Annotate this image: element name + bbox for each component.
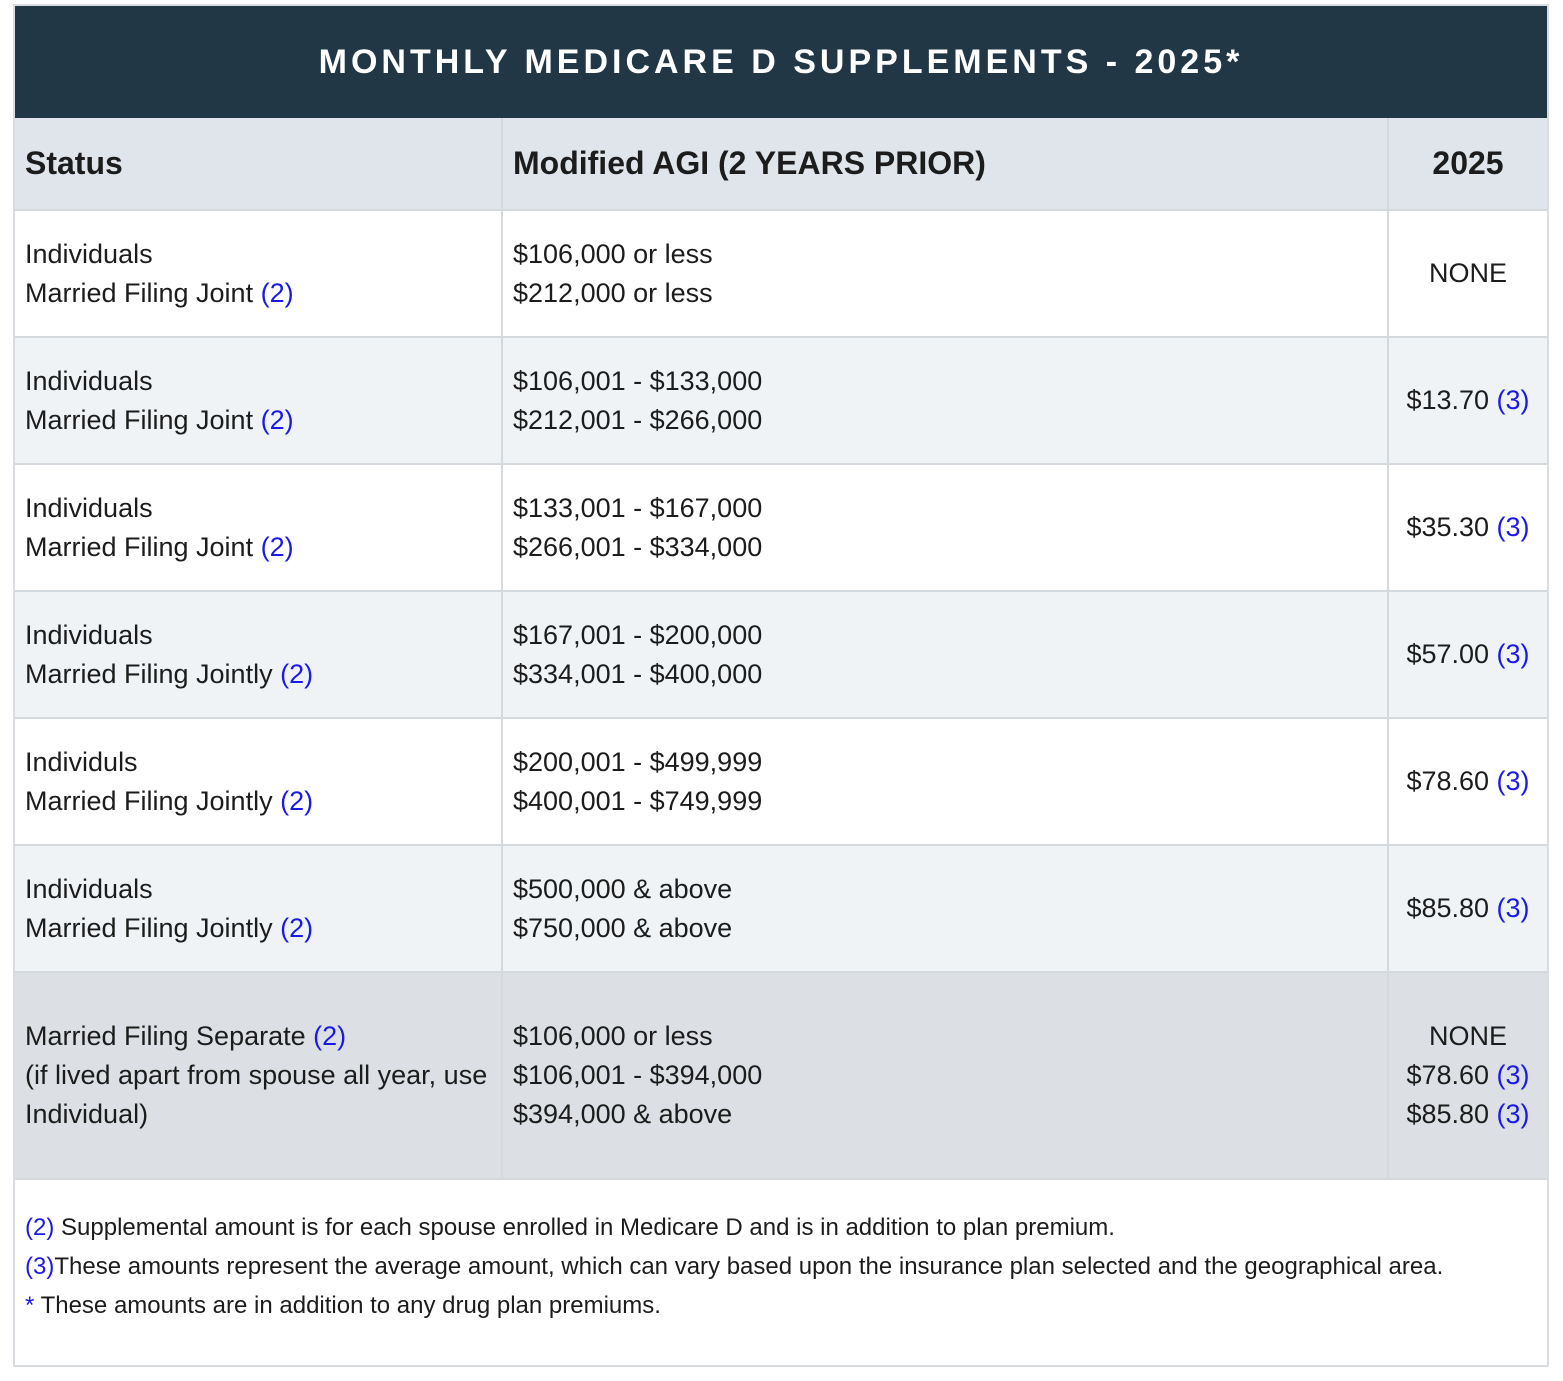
agi-line: $750,000 & above: [513, 912, 733, 943]
footnote-ref: (2): [280, 785, 314, 816]
status-cell: [15, 337, 502, 464]
amount-value: NONE: [1428, 258, 1507, 288]
status-line: Individuals: [25, 873, 153, 904]
status-cell: [15, 718, 502, 845]
footnote-marker: *: [25, 1292, 35, 1319]
status-line: Married Filing Jointly: [25, 785, 273, 816]
status-line: (if lived apart from spouse all year, use: [25, 1060, 488, 1090]
agi-line: $394,000 & above: [513, 1099, 733, 1129]
footnote-ref: (3): [1496, 512, 1530, 542]
footnote-ref: (3): [1496, 385, 1530, 415]
agi-line: $106,000 or less: [513, 238, 713, 269]
agi-line: $334,001 - $400,000: [513, 658, 763, 689]
amount-cell: [1388, 972, 1547, 1179]
agi-cell: [502, 718, 1388, 845]
amount-value: $13.70: [1406, 385, 1490, 415]
amount-value: $78.60: [1406, 766, 1490, 796]
agi-line: $106,001 - $394,000: [513, 1060, 763, 1090]
footnote-ref: (2): [260, 531, 294, 562]
amount-value: $85.80: [1406, 1099, 1490, 1129]
amount-cell: [1388, 845, 1547, 972]
footnote-marker: (3): [25, 1253, 55, 1280]
agi-line: $266,001 - $334,000: [513, 531, 763, 562]
table-row: [15, 337, 1547, 464]
status-line: Married Filing Separate: [25, 1021, 306, 1051]
table-row: [15, 210, 1547, 337]
status-cell: [15, 210, 502, 337]
table-title: MONTHLY MEDICARE D SUPPLEMENTS - 2025*: [15, 6, 1547, 118]
footnote-ref: (2): [260, 277, 294, 308]
amount-value: NONE: [1428, 1021, 1507, 1051]
agi-line: $212,000 or less: [513, 277, 713, 308]
status-line: Married Filing Jointly: [25, 912, 273, 943]
status-line: Married Filing Joint: [25, 404, 254, 435]
status-line: Married Filing Joint: [25, 277, 254, 308]
status-cell: [15, 845, 502, 972]
amount-cell: [1388, 591, 1547, 718]
footnote-ref: (3): [1496, 766, 1530, 796]
footnote-text: These amounts are in addition to any drug plan premiums.: [34, 1292, 661, 1319]
status-line: Individuls: [25, 746, 138, 777]
agi-line: $106,001 - $133,000: [513, 365, 763, 396]
status-cell: [15, 464, 502, 591]
footnotes: [15, 1178, 1547, 1325]
status-cell: [15, 591, 502, 718]
amount-cell: [1388, 210, 1547, 337]
table-row-married-separate: [15, 972, 1547, 1179]
agi-line: $500,000 & above: [513, 873, 733, 904]
status-line: Married Filing Joint: [25, 531, 254, 562]
agi-line: $133,001 - $167,000: [513, 492, 763, 523]
agi-header: Modified AGI (2 YEARS PRIOR): [502, 118, 1388, 210]
agi-cell: [502, 210, 1388, 337]
footnote-ref: (3): [1496, 639, 1530, 669]
header-row: [15, 118, 1547, 210]
amount-cell: [1388, 337, 1547, 464]
footnote-marker: (2): [25, 1214, 55, 1241]
footnote-item: [25, 1247, 1537, 1286]
table-row: [15, 591, 1547, 718]
medicare-table-card: [13, 4, 1549, 1367]
amount-value: $85.80: [1406, 893, 1490, 923]
status-line: Individuals: [25, 492, 153, 523]
status-line: Individuals: [25, 365, 153, 396]
amount-cell: [1388, 464, 1547, 591]
footnote-ref: (2): [280, 658, 314, 689]
footnote-ref: (3): [1496, 1060, 1530, 1090]
footnote-ref: (2): [280, 912, 314, 943]
footnote-ref: (3): [1496, 1099, 1530, 1129]
agi-cell: [502, 337, 1388, 464]
footnote-ref: (2): [260, 404, 294, 435]
agi-line: $200,001 - $499,999: [513, 746, 763, 777]
amount-cell: [1388, 718, 1547, 845]
status-line: Individuals: [25, 238, 153, 269]
agi-line: $400,001 - $749,999: [513, 785, 763, 816]
amount-value: $78.60: [1406, 1060, 1490, 1090]
agi-cell: [502, 845, 1388, 972]
status-header: Status: [15, 118, 502, 210]
table-row: [15, 464, 1547, 591]
amount-value: $57.00: [1406, 639, 1490, 669]
footnote-ref: (2): [313, 1021, 347, 1051]
table-row: [15, 845, 1547, 972]
agi-cell: [502, 591, 1388, 718]
footnote-item: [25, 1286, 1537, 1325]
amount-value: $35.30: [1406, 512, 1490, 542]
agi-line: $106,000 or less: [513, 1021, 713, 1051]
footnote-text: Supplemental amount is for each spouse enrolled in Medicare D and is in addition to plan premium.: [54, 1214, 1115, 1241]
agi-cell: [502, 972, 1388, 1179]
status-line: Individuals: [25, 619, 153, 650]
status-cell: [15, 972, 502, 1179]
footnote-ref: (3): [1496, 893, 1530, 923]
agi-line: $167,001 - $200,000: [513, 619, 763, 650]
supplements-table: [15, 118, 1547, 1180]
agi-line: $212,001 - $266,000: [513, 404, 763, 435]
table-row: [15, 718, 1547, 845]
footnote-text: These amounts represent the average amount, which can vary based upon the insurance plan selected and the geographical area.: [54, 1253, 1444, 1280]
status-line: Married Filing Jointly: [25, 658, 273, 689]
status-line: Individual): [25, 1099, 149, 1129]
year-header: 2025: [1388, 118, 1547, 210]
footnote-item: [25, 1208, 1537, 1247]
agi-cell: [502, 464, 1388, 591]
